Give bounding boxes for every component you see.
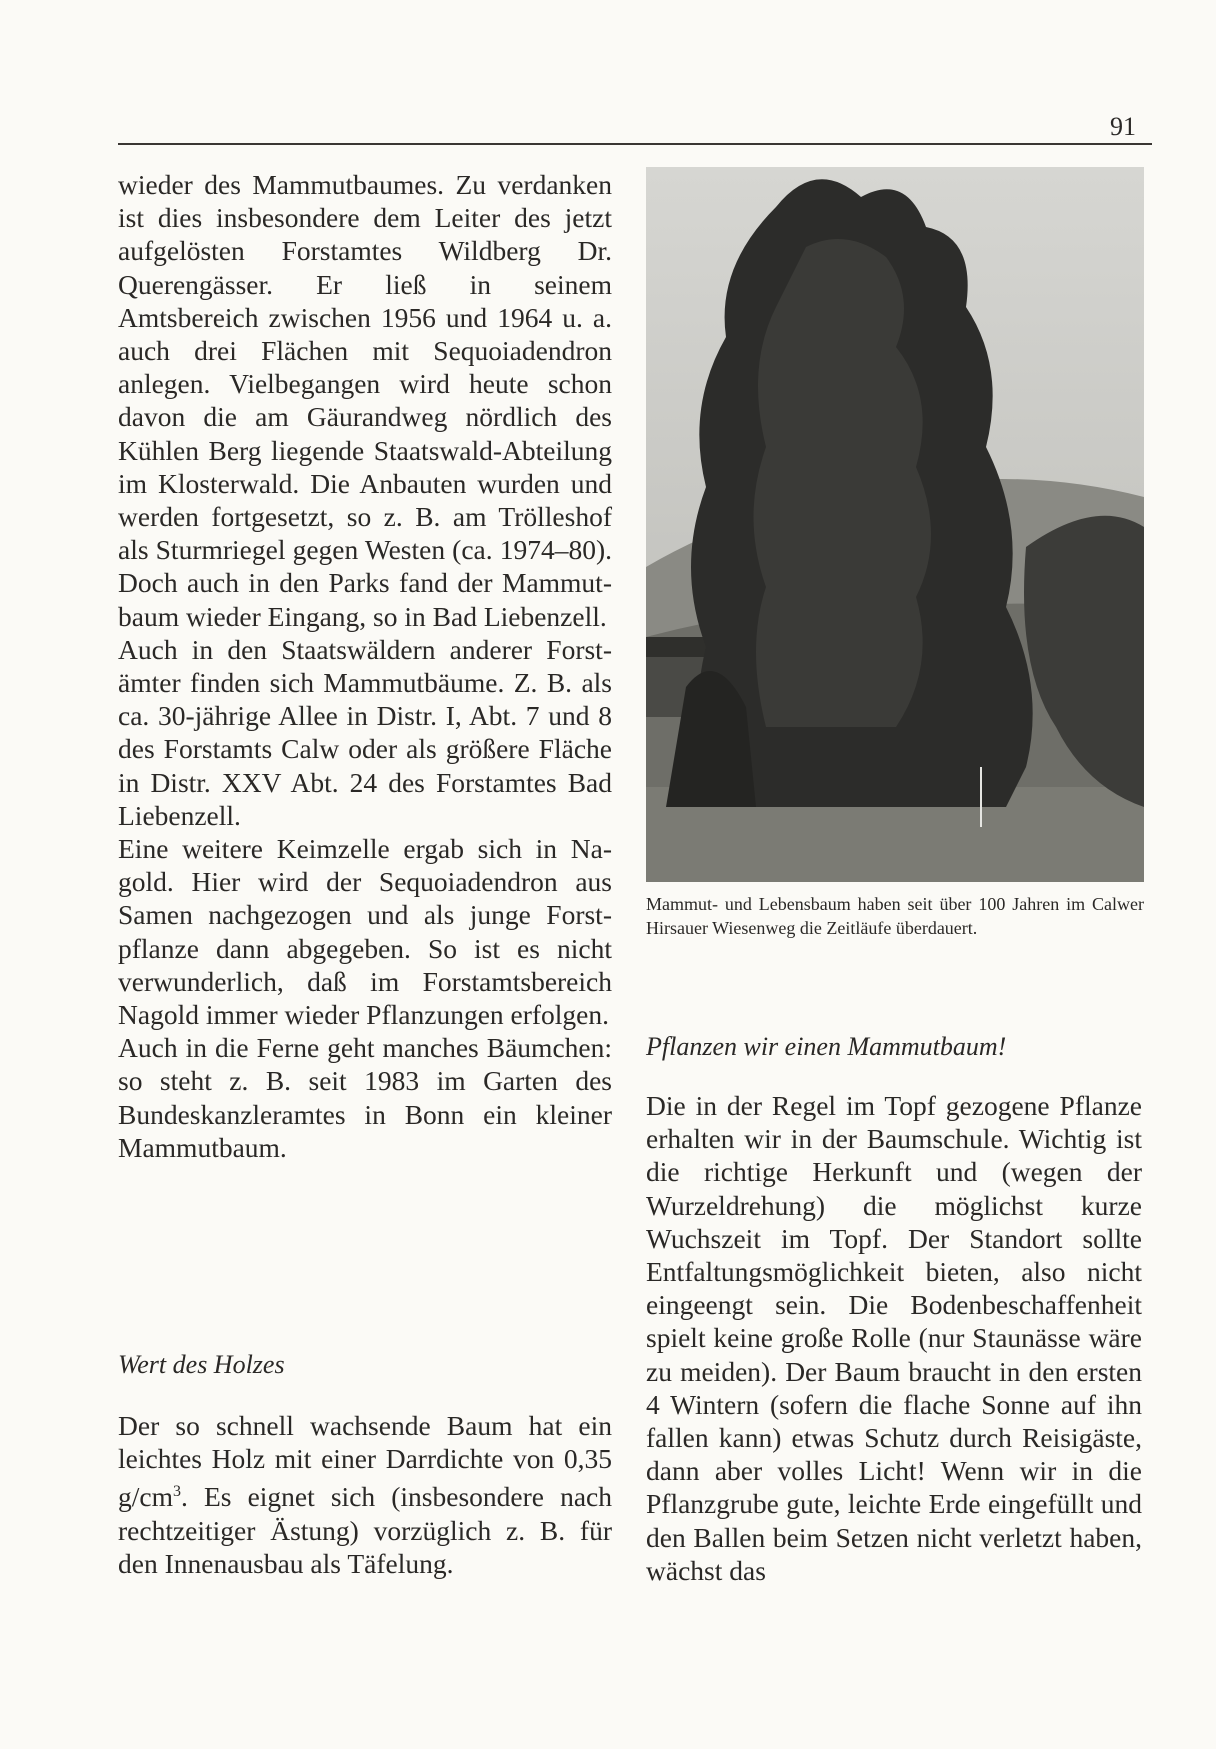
- wood-superscript: 3: [173, 1483, 181, 1501]
- page-number: 91: [1110, 112, 1136, 141]
- paragraph-2: Auch in den Staatswäldern anderer Forstämter finden sich Mammutbäume. Z. B. als ca. 30-jährige Allee in Distr. I, Abt. 7 und 8 des Forstamts Calw oder als größere Fläche in Distr. XXV Abt. 24 des Forstamtes Bad Liebenzell.: [118, 633, 612, 831]
- tree-photo: [646, 167, 1144, 882]
- wood-text-after: . Es eignet sich (insbesondere nach rechtzeitiger Ästung) vorzüglich z. B. für den Innenausbau als Täfelung.: [118, 1481, 612, 1579]
- left-column: [118, 168, 612, 1164]
- wood-text-before: Der so schnell wachsende Baum hat ein leichtes Holz mit einer Darrdichte von 0,35 g/cm: [118, 1410, 612, 1513]
- paragraph-1: wieder des Mammutbaumes. Zu verdanken ist dies insbesondere dem Leiter des jetzt aufgelösten Forstamtes Wildberg Dr. Querengässer. Er ließ in seinem Amtsbereich zwischen 1956 und 1964 u. a. auch drei Flächen mit Sequoiadendron anlegen. Vielbegangen wird heute schon davon die am Gäurandweg nördlich des Kühlen Berg liegende Staatswald-Abteilung im Klosterwald. Die Anbauten wurden und werden fortgesetzt, so z. B. am Trölleshof als Sturmriegel gegen Westen (ca. 1974–80). Doch auch in den Parks fand der Mammutbaum wieder Eingang, so in Bad Liebenzell.: [118, 169, 612, 632]
- paragraph-4: Auch in die Ferne geht manches Bäumchen: so steht z. B. seit 1983 im Garten des Bundeskanzleramtes in Bonn ein kleiner Mammutbaum.: [118, 1032, 612, 1163]
- header-rule: [118, 143, 1152, 145]
- tree-photo-illustration: [646, 167, 1144, 882]
- section-heading-planting: Pflanzen wir einen Mammutbaum!: [646, 1032, 1007, 1061]
- planting-paragraph: Die in der Regel im Topf gezogene Pflanze erhalten wir in der Baumschule. Wichtig ist die richtige Herkunft und (wegen der Wurzeldrehung) die möglichst kurze Wuchszeit im Topf. Der Standort sollte Entfaltungsmöglichkeit bieten, also nicht eingeengt sein. Die Bodenbeschaffenheit spielt keine große Rolle (nur Staunässe wäre zu meiden). Der Baum braucht in den ersten 4 Wintern (sofern die flache Sonne auf ihn fallen kann) etwas Schutz durch Reisigäste, dann aber volles Licht! Wenn wir in die Pflanzgrube gute, leichte Erde eingefüllt und den Ballen beim Setzen nicht verletzt haben, wächst das: [646, 1090, 1142, 1586]
- section-heading-wood: Wert des Holzes: [118, 1350, 285, 1379]
- wood-paragraph: [118, 1409, 612, 1580]
- paragraph-3: Eine weitere Keimzelle ergab sich in Nagold. Hier wird der Sequoiadendron aus Samen nachgezogen und als junge Forstpflanze dann abgegeben. So ist es nicht verwunderlich, daß im Forstamtsbereich Nagold immer wieder Pflanzungen erfolgen.: [118, 833, 612, 1031]
- photo-caption: Mammut- und Lebensbaum haben seit über 100 Jahren im Calwer Hirsauer Wiesenweg die Zeitläufe überdauert.: [646, 894, 1144, 938]
